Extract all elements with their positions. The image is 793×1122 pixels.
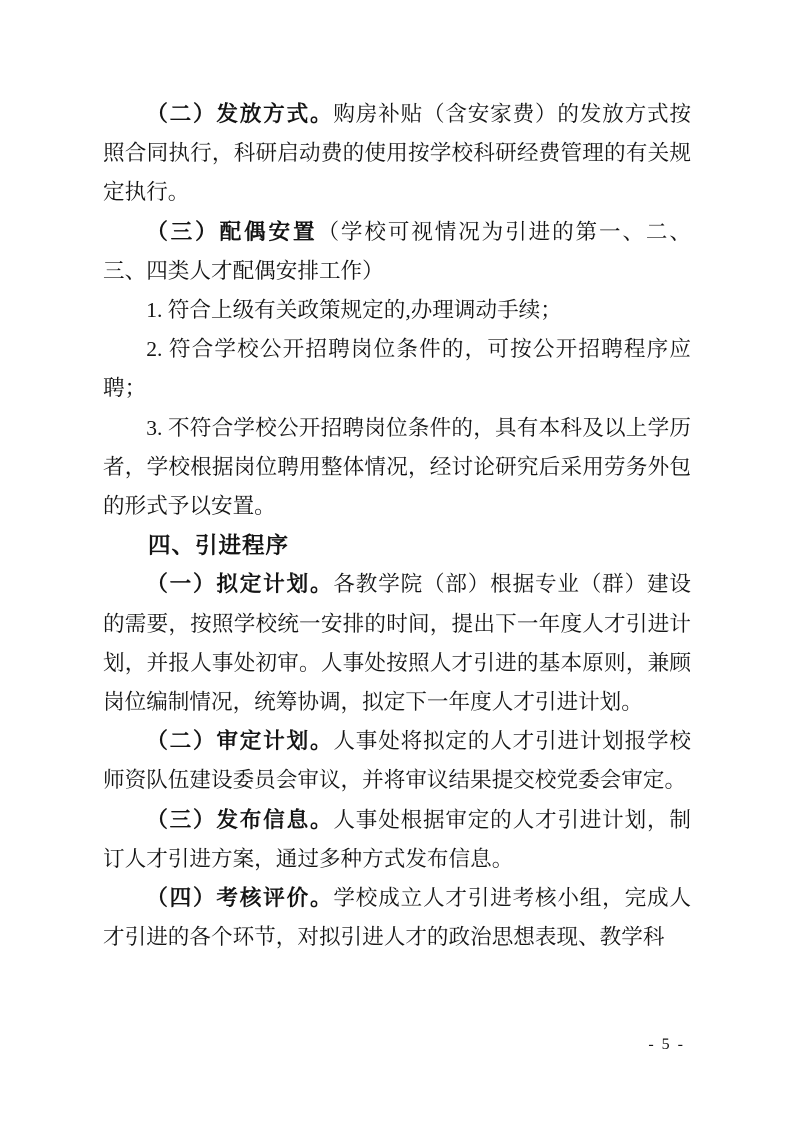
paragraph-text: 2. 符合学校公开招聘岗位条件的，可按公开招聘程序应聘； bbox=[103, 337, 691, 401]
paragraph-text: 1. 符合上级有关政策规定的,办理调动手续； bbox=[146, 298, 562, 323]
paragraph-lead: （二）发放方式。 bbox=[146, 102, 334, 126]
numbered-item-3 bbox=[103, 409, 691, 527]
paragraph-lead: （四）考核评价。 bbox=[146, 886, 334, 911]
paragraph-text: （学校可视情况为引进的第一、二、三、四类人才配偶安排工作） bbox=[103, 219, 691, 283]
page-number: - 5 - bbox=[648, 1036, 685, 1053]
document-body bbox=[103, 95, 691, 957]
paragraph-text: 购房补贴（含安家费）的发放方式按照合同执行，科研启动费的使用按学校科研经费管理的有关规定执行。 bbox=[103, 102, 691, 205]
paragraph-evaluation bbox=[103, 879, 691, 957]
numbered-item-1 bbox=[103, 291, 691, 330]
numbered-item-2 bbox=[103, 330, 691, 408]
paragraph-lead: （三）配偶安置 bbox=[146, 219, 318, 244]
paragraph-text: 3. 不符合学校公开招聘岗位条件的，具有本科及以上学历者，学校根据岗位聘用整体情况，经讨论研究后采用劳务外包的形式予以安置。 bbox=[103, 415, 691, 519]
section-heading-recruitment-procedure: 四、引进程序 bbox=[148, 533, 290, 559]
paragraph-text: 人事处将拟定的人才引进计划报学校师资队伍建设委员会审议，并将审议结果提交校党委会审定。 bbox=[103, 729, 691, 793]
paragraph-text: 人事处根据审定的人才引进计划，制订人才引进方案，通过多种方式发布信息。 bbox=[103, 807, 691, 871]
paragraph-distribution-method bbox=[103, 95, 691, 213]
paragraph-publish-info bbox=[103, 801, 691, 879]
paragraph-lead: （三）发布信息。 bbox=[146, 807, 334, 832]
paragraph-text: 学校成立人才引进考核小组，完成人才引进的各个环节，对拟引进人才的政治思想表现、教学科 bbox=[103, 886, 691, 950]
paragraph-lead: （一）拟定计划。 bbox=[146, 572, 334, 597]
paragraph-spouse-placement bbox=[103, 213, 691, 291]
paragraph-draft-plan bbox=[103, 565, 691, 722]
paragraph-text: 各教学院（部）根据专业（群）建设的需要，按照学校统一安排的时间，提出下一年度人才引进计划，并报人事处初审。人事处按照人才引进的基本原则，兼顾岗位编制情况，统筹协调，拟定下一年度人才引进计划。 bbox=[103, 572, 691, 715]
paragraph-approve-plan bbox=[103, 722, 691, 800]
paragraph-lead: （二）审定计划。 bbox=[146, 729, 334, 754]
